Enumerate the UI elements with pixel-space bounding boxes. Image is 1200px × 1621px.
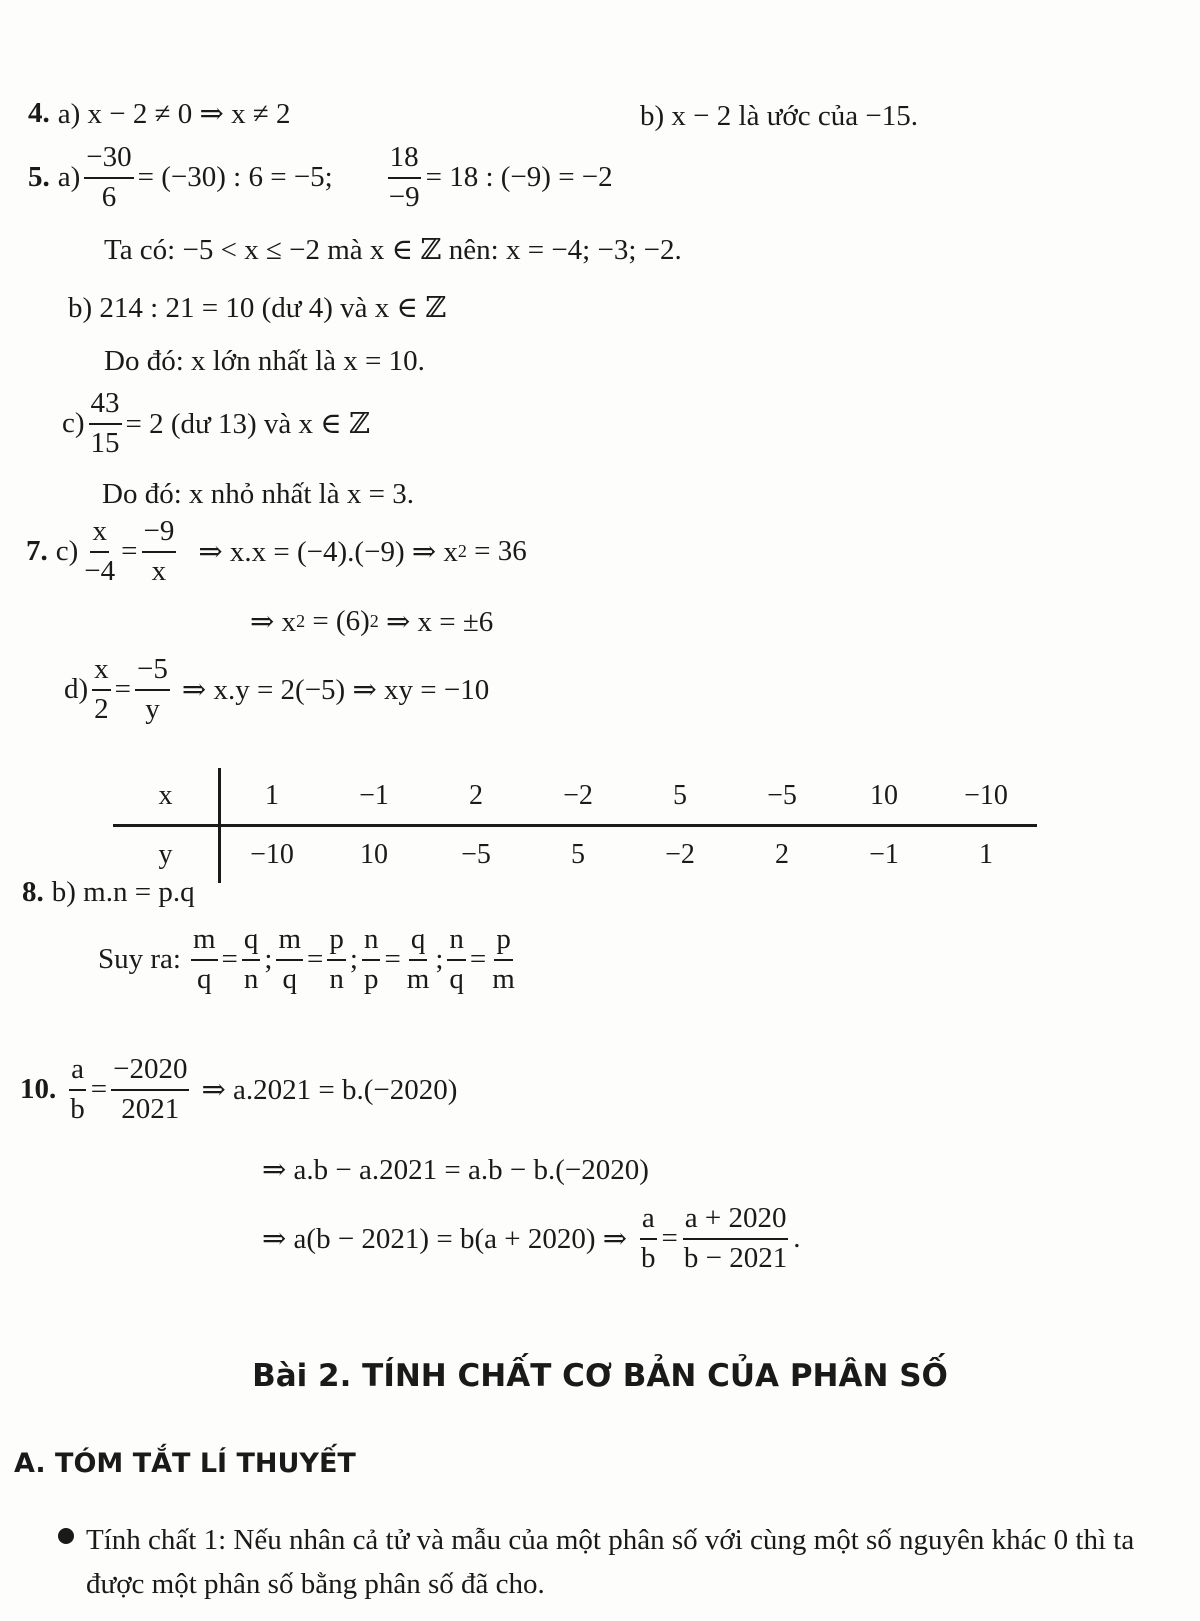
problem-number: 8. — [22, 876, 44, 908]
property-1-paragraph: Tính chất 1: Nếu nhân cả tử và mẫu của một phân số với cùng một số nguyên khác 0 thì ta được một phân số bằng phân số đã cho. — [86, 1524, 1135, 1600]
problem-5-b-conclusion — [104, 345, 425, 378]
problem-7-c — [26, 516, 527, 588]
fraction: $\frac{-9}{x}$ — [143, 515, 175, 587]
fraction: $\frac{m}{q}$ — [192, 923, 216, 995]
text: Do đó: x nhỏ nhất là x = 3. — [102, 478, 414, 510]
fraction: $\frac{-2020}{2021}$ — [113, 1053, 188, 1125]
equation-text: ⇒ x.x = (−4).(−9) ⇒ x — [198, 536, 458, 569]
fraction: $\frac{n}{q}$ — [449, 923, 464, 995]
equation-text: b) m.n = p.q — [51, 876, 195, 908]
equation-text: ⇒ x — [250, 606, 297, 638]
separator: ; — [435, 943, 444, 976]
fraction: $\frac{q}{m}$ — [406, 923, 430, 995]
table-cell: 5 — [571, 839, 585, 870]
table-cell: 10 — [360, 839, 388, 870]
equals: = — [307, 943, 324, 976]
equation-text: ⇒ a.2021 = b.(−2020) — [201, 1074, 458, 1107]
problem-4-a — [28, 96, 291, 131]
table-cell: −2 — [527, 768, 629, 826]
equals: = — [114, 673, 132, 706]
table-header-y: y — [113, 826, 220, 884]
separator: ; — [264, 943, 273, 976]
problem-number: 10. — [20, 1073, 57, 1106]
problem-10-line1 — [20, 1054, 457, 1126]
part-label: c) — [55, 535, 79, 568]
equation-text: = (−30) : 6 = −5; — [137, 161, 333, 194]
table-header-x: x — [113, 768, 220, 826]
fraction: $\frac{43}{15}$ — [90, 387, 120, 459]
subsection-title: A. TÓM TẮT LÍ THUYẾT — [14, 1448, 356, 1479]
equals: = — [661, 1222, 678, 1255]
table-row-y — [113, 826, 1037, 884]
exponent: 2 — [296, 611, 306, 631]
text: Do đó: x lớn nhất là x = 10. — [104, 345, 425, 377]
text: b) 214 : 21 = 10 (dư 4) và x ∈ ℤ — [68, 292, 447, 324]
problem-8-b — [22, 876, 195, 909]
table-cell: 2 — [775, 839, 789, 870]
section-title: Bài 2. TÍNH CHẤT CƠ BẢN CỦA PHÂN SỐ — [252, 1358, 948, 1394]
fraction: $\frac{-30}{6}$ — [86, 141, 132, 213]
exponent: 2 — [457, 541, 467, 562]
problem-4-a-text: a) x − 2 ≠ 0 ⇒ x ≠ 2 — [57, 98, 291, 130]
table-cell: 5 — [629, 768, 731, 826]
equals: = — [221, 943, 238, 976]
table-cell: −1 — [869, 839, 899, 870]
fraction: $\frac{a}{b}$ — [70, 1053, 85, 1125]
equation-text: = 18 : (−9) = −2 — [425, 161, 613, 194]
table-cell: −5 — [731, 768, 833, 826]
problem-10-line2 — [262, 1152, 649, 1187]
equation-text: ⇒ x.y = 2(−5) ⇒ xy = −10 — [181, 674, 490, 707]
problem-4-b-text: b) x − 2 là ước của −15. — [640, 100, 918, 132]
equation-text: = (6) — [305, 605, 370, 637]
problem-number: 5. — [28, 161, 50, 194]
fraction: $\frac{a + 2020}{b - 2021}$ — [683, 1202, 788, 1274]
table-cell: −5 — [461, 839, 491, 870]
equals: = — [90, 1073, 108, 1106]
part-label: a) — [57, 161, 81, 194]
fraction: $\frac{a}{b}$ — [641, 1202, 656, 1274]
fraction: $\frac{q}{n}$ — [243, 923, 259, 995]
problem-5-b — [68, 290, 446, 325]
fraction: $\frac{18}{-9}$ — [388, 141, 420, 213]
table-cell: 1 — [220, 768, 324, 826]
table-cell: −2 — [665, 839, 695, 870]
equation-text: ⇒ a(b − 2021) = b(a + 2020) ⇒ — [262, 1223, 628, 1256]
fraction: $\frac{-5}{y}$ — [137, 653, 168, 725]
table-cell: −1 — [323, 768, 425, 826]
problem-5-a — [28, 142, 613, 214]
problem-number: 7. — [26, 535, 48, 568]
equals: = — [121, 535, 138, 568]
fraction: $\frac{m}{q}$ — [278, 923, 302, 995]
exponent: 2 — [369, 611, 379, 631]
text: Ta có: −5 < x ≤ −2 mà x ∈ ℤ nên: x = −4; −3; −2. — [104, 234, 682, 266]
equals: = — [384, 943, 401, 976]
problem-10-line3 — [262, 1203, 801, 1275]
fraction: $\frac{x}{-4}$ — [84, 515, 116, 587]
table-cell: −10 — [250, 839, 294, 870]
problem-5-c — [62, 388, 370, 460]
table-cell: −10 — [935, 768, 1037, 826]
part-label: d) — [64, 673, 89, 706]
problem-4-b — [640, 100, 918, 133]
problem-5-c-conclusion — [102, 478, 414, 511]
period: . — [793, 1222, 801, 1255]
problem-7-d — [64, 654, 489, 726]
problem-5-ta-co — [104, 232, 682, 267]
bullet-icon — [58, 1528, 74, 1544]
equation-text: = 2 (dư 13) và x ∈ ℤ — [125, 408, 371, 441]
problem-7-c-line2 — [250, 604, 493, 639]
problem-number: 4. — [28, 97, 50, 129]
text: Suy ra: — [98, 943, 181, 976]
part-label: c) — [62, 407, 85, 440]
fraction: $\frac{p}{n}$ — [329, 923, 344, 995]
equation-text: ⇒ a.b − a.2021 = a.b − b.(−2020) — [262, 1154, 649, 1186]
fraction: $\frac{x}{2}$ — [94, 653, 109, 725]
equation-text: = 36 — [466, 535, 527, 568]
problem-8-suy-ra — [98, 924, 521, 996]
fraction: $\frac{n}{p}$ — [363, 923, 379, 995]
equals: = — [469, 943, 487, 976]
table-row-x — [113, 768, 1037, 826]
xy-value-table — [113, 768, 1037, 883]
equation-text: ⇒ x = ±6 — [378, 606, 494, 638]
fraction: $\frac{p}{m}$ — [492, 923, 515, 995]
table-cell: 2 — [425, 768, 527, 826]
table-cell: 1 — [979, 839, 993, 870]
separator: ; — [349, 943, 358, 976]
table-cell: 10 — [833, 768, 935, 826]
